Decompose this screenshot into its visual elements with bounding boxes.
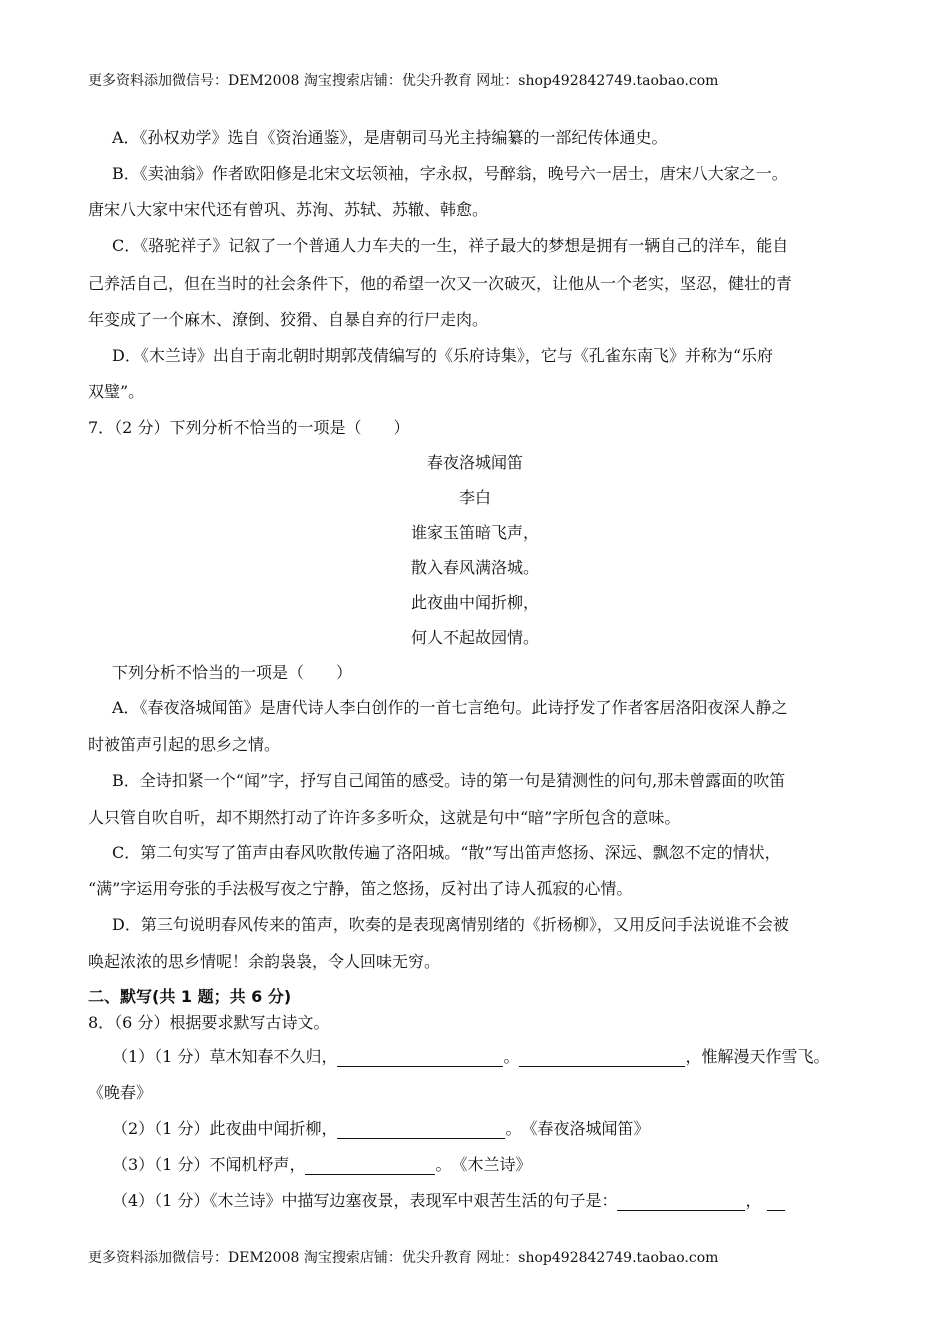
q8-item-1-prefix: （1）（1 分）草木知春不久归， — [112, 1047, 338, 1066]
q8-stem: 8．（6 分）根据要求默写古诗文。 — [88, 1013, 330, 1032]
poem-line-1: 谁家玉笛暗飞声， — [410, 523, 539, 542]
q6-option-b-line2: 唐宋八大家中宋代还有曾巩、苏洵、苏轼、苏辙、韩愈。 — [88, 200, 489, 219]
poem-line-4: 何人不起故园情。 — [410, 628, 539, 647]
q7-option-d-line1: D．第三句说明春风传来的笛声，吹奏的是表现离情别绪的《折杨柳》，又用反问手法说谁不会被 — [112, 915, 789, 934]
q8-item-4-mid: ， — [745, 1191, 762, 1210]
q7-option-c-line1: C．第二句实写了笛声由春风吹散传遍了洛阳城。“散”写出笛声悠扬、深远、飘忽不定的情状， — [112, 843, 781, 862]
q7-option-a-line1: A．《春夜洛城闻笛》是唐代诗人李白创作的一首七言绝句。此诗抒发了作者客居洛阳夜深人静之 — [112, 698, 788, 717]
q8-item-1 — [112, 1047, 829, 1067]
q8-item-4-prefix: （4）（1 分）《木兰诗》中描写边塞夜景，表现军中艰苦生活的句子是： — [112, 1191, 618, 1210]
q8-item-3-prefix: （3）（1 分）不闻机杼声， — [112, 1155, 306, 1174]
poem-line-2: 散入春风满洛城。 — [410, 558, 539, 577]
answer-blank-3[interactable] — [305, 1158, 435, 1175]
answer-blank-1a[interactable] — [337, 1050, 503, 1067]
q8-item-2 — [112, 1119, 649, 1139]
q6-option-a: A．《孙权劝学》选自《资治通鉴》，是唐朝司马光主持编纂的一部纪传体通史。 — [112, 128, 668, 147]
answer-blank-4b[interactable] — [767, 1194, 785, 1211]
q7-option-b-line1: B．全诗扣紧一个“闻”字，抒写自己闻笛的感受。诗的第一句是猜测性的问句,那未曾露面的吹笛 — [112, 771, 786, 790]
poem-author: 李白 — [458, 488, 491, 507]
q7-stem: 7．（2 分）下列分析不恰当的一项是（ ） — [88, 418, 410, 437]
q6-option-c-line3: 年变成了一个麻木、潦倒、狡猾、自暴自弃的行尸走肉。 — [88, 310, 489, 329]
q6-option-c-line2: 己养活自己，但在当时的社会条件下，他的希望一次又一次破灭，让他从一个老实，坚忍，健壮的青 — [88, 274, 793, 293]
q7-option-b-line2: 人只管自吹自听，却不期然打动了许许多多听众，这就是句中“暗”字所包含的意味。 — [88, 808, 681, 827]
q8-item-2-suffix: 。 《春夜洛城闻笛》 — [505, 1119, 650, 1138]
q8-item-1-source: 《晚春》 — [88, 1083, 153, 1102]
q8-item-4 — [112, 1191, 785, 1211]
q8-item-3 — [112, 1155, 531, 1175]
section-heading: 二、默写(共 1 题；共 6 分) — [88, 987, 292, 1006]
q6-option-c-line1: C．《骆驼祥子》记叙了一个普通人力车夫的一生，祥子最大的梦想是拥有一辆自己的洋车，能自 — [112, 236, 789, 255]
q8-item-1-suffix: ，惟解漫天作雪飞。 — [685, 1047, 830, 1066]
q8-item-3-suffix: 。 《木兰诗》 — [435, 1155, 532, 1174]
poem-title: 春夜洛城闻笛 — [426, 453, 523, 472]
q8-item-1-mid: 。 — [503, 1047, 520, 1066]
q7-option-a-line2: 时被笛声引起的思乡之情。 — [88, 735, 281, 754]
page-footer: 更多资料添加微信号：DEM2008 淘宝搜索店铺：优尖升教育 网址：shop492842749.taobao.com — [88, 1250, 719, 1266]
q6-option-b-line1: B．《卖油翁》作者欧阳修是北宋文坛领袖，字永叔，号醉翁，晚号六一居士，唐宋八大家之一。 — [112, 164, 788, 183]
answer-blank-2[interactable] — [337, 1122, 505, 1139]
poem-line-3: 此夜曲中闻折柳， — [410, 593, 539, 612]
q6-option-d-line2: 双璧”。 — [88, 382, 145, 401]
q8-item-2-prefix: （2）（1 分）此夜曲中闻折柳， — [112, 1119, 338, 1138]
q6-option-d-line1: D．《木兰诗》出自于南北朝时期郭茂倩编写的《乐府诗集》，它与《孔雀东南飞》并称为“乐府 — [112, 346, 774, 365]
q7-stem-repeat: 下列分析不恰当的一项是（ ） — [112, 663, 353, 682]
page-header: 更多资料添加微信号：DEM2008 淘宝搜索店铺：优尖升教育 网址：shop492842749.taobao.com — [88, 73, 719, 89]
answer-blank-4a[interactable] — [617, 1194, 745, 1211]
q7-option-d-line2: 唤起浓浓的思乡情呢！余韵袅袅，令人回味无穷。 — [88, 952, 441, 971]
answer-blank-1b[interactable] — [519, 1050, 685, 1067]
q7-option-c-line2: “满”字运用夸张的手法极写夜之宁静，笛之悠扬，反衬出了诗人孤寂的心情。 — [88, 879, 633, 898]
